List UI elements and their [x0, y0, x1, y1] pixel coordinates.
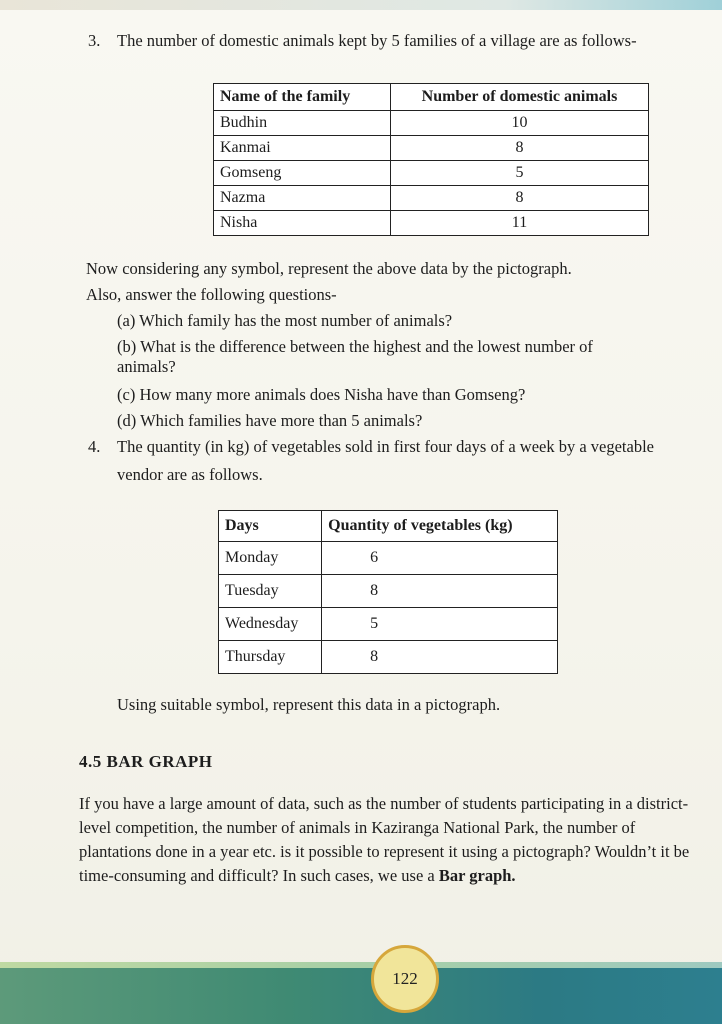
- vegetable-quantity: 8: [322, 641, 558, 674]
- section-heading: 4.5 BAR GRAPH: [79, 752, 213, 771]
- page-number: 122: [392, 969, 418, 988]
- table-row: [214, 161, 649, 186]
- table-row: [219, 542, 558, 575]
- table-row: [219, 641, 558, 674]
- table-header-row: [219, 511, 558, 542]
- q4-intro-line1: The quantity (in kg) of vegetables sold in first four days of a week by a vegetable: [117, 437, 654, 456]
- section-paragraph: [79, 792, 709, 888]
- day-name: Wednesday: [219, 608, 322, 641]
- day-name: Thursday: [219, 641, 322, 674]
- table-row: [214, 211, 649, 236]
- column-header: Quantity of vegetables (kg): [322, 511, 558, 542]
- column-header: Name of the family: [214, 84, 391, 111]
- q3-question-d: (d) Which families have more than 5 animals?: [117, 411, 423, 430]
- table-row: [219, 575, 558, 608]
- family-name: Gomseng: [214, 161, 391, 186]
- table-row: [214, 111, 649, 136]
- column-header: Days: [219, 511, 322, 542]
- family-name: Nazma: [214, 186, 391, 211]
- table-row: [214, 136, 649, 161]
- vegetable-quantity: 5: [322, 608, 558, 641]
- footer-band: [0, 968, 722, 1024]
- column-header: Number of domestic animals: [391, 84, 649, 111]
- q3-number: 3.: [88, 31, 101, 50]
- q3-instruction-1: Now considering any symbol, represent the above data by the pictograph.: [86, 259, 572, 278]
- animal-count: 10: [391, 111, 649, 136]
- day-name: Tuesday: [219, 575, 322, 608]
- table-header-row: [214, 84, 649, 111]
- q3-question-b-line1: (b) What is the difference between the highest and the lowest number of: [117, 337, 593, 356]
- top-edge: [0, 0, 722, 10]
- q4-number: 4.: [88, 437, 101, 456]
- vegetables-table: [218, 510, 558, 674]
- q3-question-c: (c) How many more animals does Nisha have than Gomseng?: [117, 385, 526, 404]
- paragraph-text: If you have a large amount of data, such as the number of students participating in a district-level competition, the number of animals in Kaziranga National Park, the number of plantations done in a year etc. is it possible to represent it using a pictograph? Wouldn’t it be time-consuming and difficult? In such cases, we use a: [79, 794, 690, 885]
- q4-instruction: Using suitable symbol, represent this data in a pictograph.: [117, 695, 501, 714]
- animal-count: 11: [391, 211, 649, 236]
- family-name: Budhin: [214, 111, 391, 136]
- q3-intro: The number of domestic animals kept by 5 families of a village are as follows-: [117, 31, 637, 50]
- vegetable-quantity: 6: [322, 542, 558, 575]
- vegetable-quantity: 8: [322, 575, 558, 608]
- q3-question-a: (a) Which family has the most number of animals?: [117, 311, 453, 330]
- q4-intro-line2: vendor are as follows.: [117, 465, 263, 484]
- family-name: Kanmai: [214, 136, 391, 161]
- animal-count: 8: [391, 136, 649, 161]
- family-name: Nisha: [214, 211, 391, 236]
- animal-count: 5: [391, 161, 649, 186]
- table-row: [214, 186, 649, 211]
- day-name: Monday: [219, 542, 322, 575]
- animal-count: 8: [391, 186, 649, 211]
- page-number-badge: [371, 945, 439, 1013]
- paragraph-bold-term: Bar graph.: [438, 866, 516, 885]
- table-row: [219, 608, 558, 641]
- families-table: [213, 83, 649, 236]
- q3-instruction-2: Also, answer the following questions-: [86, 285, 337, 304]
- q3-question-b-line2: animals?: [117, 357, 176, 376]
